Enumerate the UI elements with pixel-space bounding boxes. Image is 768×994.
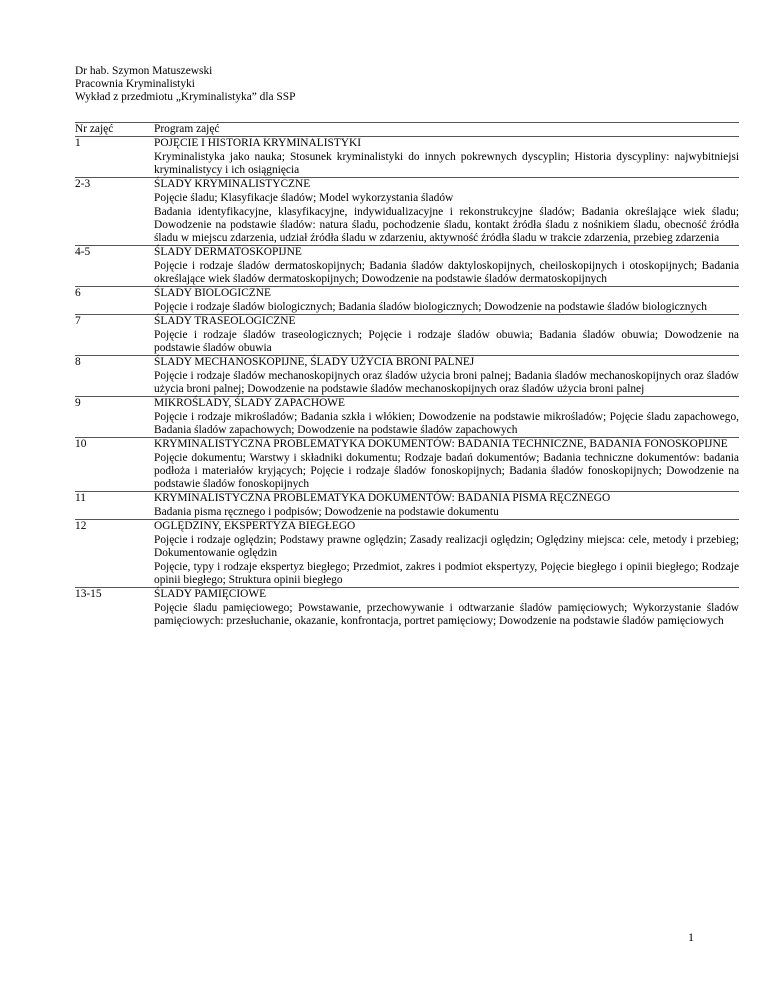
- lesson-description: Pojęcie i rodzaje śladów traseologicznych; Pojęcie i rodzaje śladów obuwia; Badania śladów obuwia; Dowodzenie na podstawie śladów obuwia: [154, 329, 739, 354]
- lesson-program: [154, 315, 739, 356]
- course-line: Wykład z przedmiotu „Kryminalistyka” dla SSP: [75, 91, 296, 103]
- lesson-program: [154, 137, 739, 178]
- lesson-title: ŚLADY PAMIĘCIOWE: [154, 588, 267, 600]
- lesson-description: Pojęcie i rodzaje oględzin; Podstawy prawne oględzin; Zasady realizacji oględzin; Oględziny miejsca: cele, metody i przebieg; Dokumentowanie oględzin: [154, 534, 739, 559]
- lesson-title: KRYMINALISTYCZNA PROBLEMATYKA DOKUMENTÓW: BADANIA PISMA RĘCZNEGO: [154, 492, 611, 504]
- table-row: [75, 397, 739, 438]
- lesson-number: 11: [75, 492, 154, 520]
- table-row: [75, 356, 739, 397]
- lesson-program: [154, 520, 739, 588]
- lesson-description: Pojęcie i rodzaje śladów dermatoskopijnych; Badania śladów daktyloskopijnych, cheiloskopijnych i otoskopijnych; Badania określające wiek śladów dermatoskopijnych; Dowodzenie na podstawie śladów dermatoskopijnych: [154, 260, 739, 285]
- table-header-row: [75, 123, 739, 137]
- lesson-number: 6: [75, 287, 154, 315]
- lesson-description: Pojęcie dokumentu; Warstwy i składniki dokumentu; Rodzaje badań dokumentów; Badania techniczne dokumentów: badania podłoża i materiałów kryjących; Pojęcie i rodzaje śladów fonoskopijnych; Badania śladów fonoskopijnych; Dowodzenie na podstawie śladów fonoskopijnych: [154, 452, 739, 490]
- lesson-title: ŚLADY TRASEOLOGICZNE: [154, 315, 296, 327]
- lesson-program: [154, 246, 739, 287]
- table-row: [75, 438, 739, 492]
- lesson-number: 2-3: [75, 178, 154, 246]
- table-row: [75, 246, 739, 287]
- lesson-number: 13-15: [75, 588, 154, 629]
- unit-line: Pracownia Kryminalistyki: [75, 78, 195, 90]
- lesson-program: [154, 492, 739, 520]
- lesson-number: 1: [75, 137, 154, 178]
- page-number: 1: [688, 930, 694, 944]
- column-header-program: Program zajęć: [154, 123, 739, 137]
- lesson-title: ŚLADY KRYMINALISTYCZNE: [154, 178, 311, 190]
- lesson-title: ŚLADY BIOLOGICZNE: [154, 287, 271, 299]
- lesson-number: 12: [75, 520, 154, 588]
- lesson-description: Pojęcie śladu pamięciowego; Powstawanie, przechowywanie i odtwarzanie śladów pamięciowych; Wykorzystanie śladów pamięciowych: przesłuchanie, okazanie, konfrontacja, portret pamięciowy; Dowodzenie na podstawie śladów pamięciowych: [154, 602, 739, 627]
- table-row: [75, 588, 739, 629]
- column-header-number: Nr zajęć: [75, 123, 154, 137]
- lesson-description: Kryminalistyka jako nauka; Stosunek kryminalistyki do innych pokrewnych dyscyplin; Historia dyscypliny: najwybitniejsi kryminalistycy i ich osiągnięcia: [154, 151, 739, 176]
- lesson-program: [154, 178, 739, 246]
- author-line: Dr hab. Szymon Matuszewski: [75, 65, 213, 77]
- lesson-title: ŚLADY MECHANOSKOPIJNE, ŚLADY UŻYCIA BRONI PALNEJ: [154, 356, 475, 368]
- lesson-number: 8: [75, 356, 154, 397]
- lesson-number: 4-5: [75, 246, 154, 287]
- lesson-description: Pojęcie śladu; Klasyfikacje śladów; Model wykorzystania śladów: [154, 192, 454, 204]
- lesson-description: Pojęcie i rodzaje śladów mechanoskopijnych oraz śladów użycia broni palnej; Badania śladów mechanoskopijnych oraz śladów użycia broni palnej; Dowodzenie na podstawie śladów mechanoskopijnych oraz śladów użycia broni palnej: [154, 370, 739, 395]
- lesson-number: 10: [75, 438, 154, 492]
- lesson-title: KRYMINALISTYCZNA PROBLEMATYKA DOKUMENTÓW: BADANIA TECHNICZNE, BADANIA FONOSKOPIJNE: [154, 438, 728, 450]
- lesson-title: POJĘCIE I HISTORIA KRYMINALISTYKI: [154, 137, 362, 149]
- lesson-title: ŚLADY DERMATOSKOPIJNE: [154, 246, 302, 258]
- table-row: [75, 178, 739, 246]
- lesson-description: Pojęcie i rodzaje śladów biologicznych; Badania śladów biologicznych; Dowodzenie na podstawie śladów biologicznych: [154, 301, 707, 313]
- syllabus-table: [75, 122, 739, 628]
- table-row: [75, 137, 739, 178]
- lesson-program: [154, 438, 739, 492]
- lesson-program: [154, 397, 739, 438]
- lesson-description: Badania pisma ręcznego i podpisów; Dowodzenie na podstawie dokumentu: [154, 506, 499, 518]
- lesson-title: OGLĘDZINY, EKSPERTYZA BIEGŁEGO: [154, 520, 356, 532]
- lesson-description: Pojęcie, typy i rodzaje ekspertyz biegłego; Przedmiot, zakres i podmiot ekspertyzy, Pojęcie biegłego i opinii biegłego; Rodzaje opinii biegłego; Struktura opinii biegłego: [154, 561, 739, 586]
- lesson-program: [154, 287, 739, 315]
- lesson-program: [154, 356, 739, 397]
- table-row: [75, 492, 739, 520]
- lesson-description: Badania identyfikacyjne, klasyfikacyjne, indywidualizacyjne i rekonstrukcyjne śladów; Badania określające wiek śladu; Dowodzenie na podstawie śladów: natura śladu, pochodzenie śladu, kontakt źródła śladu z nośnikiem śladu, obecność źródła śladu w miejscu zdarzenia, udział źródła śladu w zdarzeniu, aktywność źródła śladu w trakcie zdarzenia, przebieg zdarzenia: [154, 206, 739, 244]
- table-row: [75, 287, 739, 315]
- document-header: [75, 65, 295, 104]
- table-row: [75, 315, 739, 356]
- lesson-title: MIKROŚLADY, ŚLADY ZAPACHOWE: [154, 397, 346, 409]
- lesson-number: 9: [75, 397, 154, 438]
- table-row: [75, 520, 739, 588]
- lesson-number: 7: [75, 315, 154, 356]
- lesson-description: Pojęcie i rodzaje mikrośladów; Badania szkła i włókien; Dowodzenie na podstawie mikrośladów; Pojęcie śladu zapachowego, Badania śladów zapachowych; Dowodzenie na podstawie śladów zapachowych: [154, 411, 739, 436]
- lesson-program: [154, 588, 739, 629]
